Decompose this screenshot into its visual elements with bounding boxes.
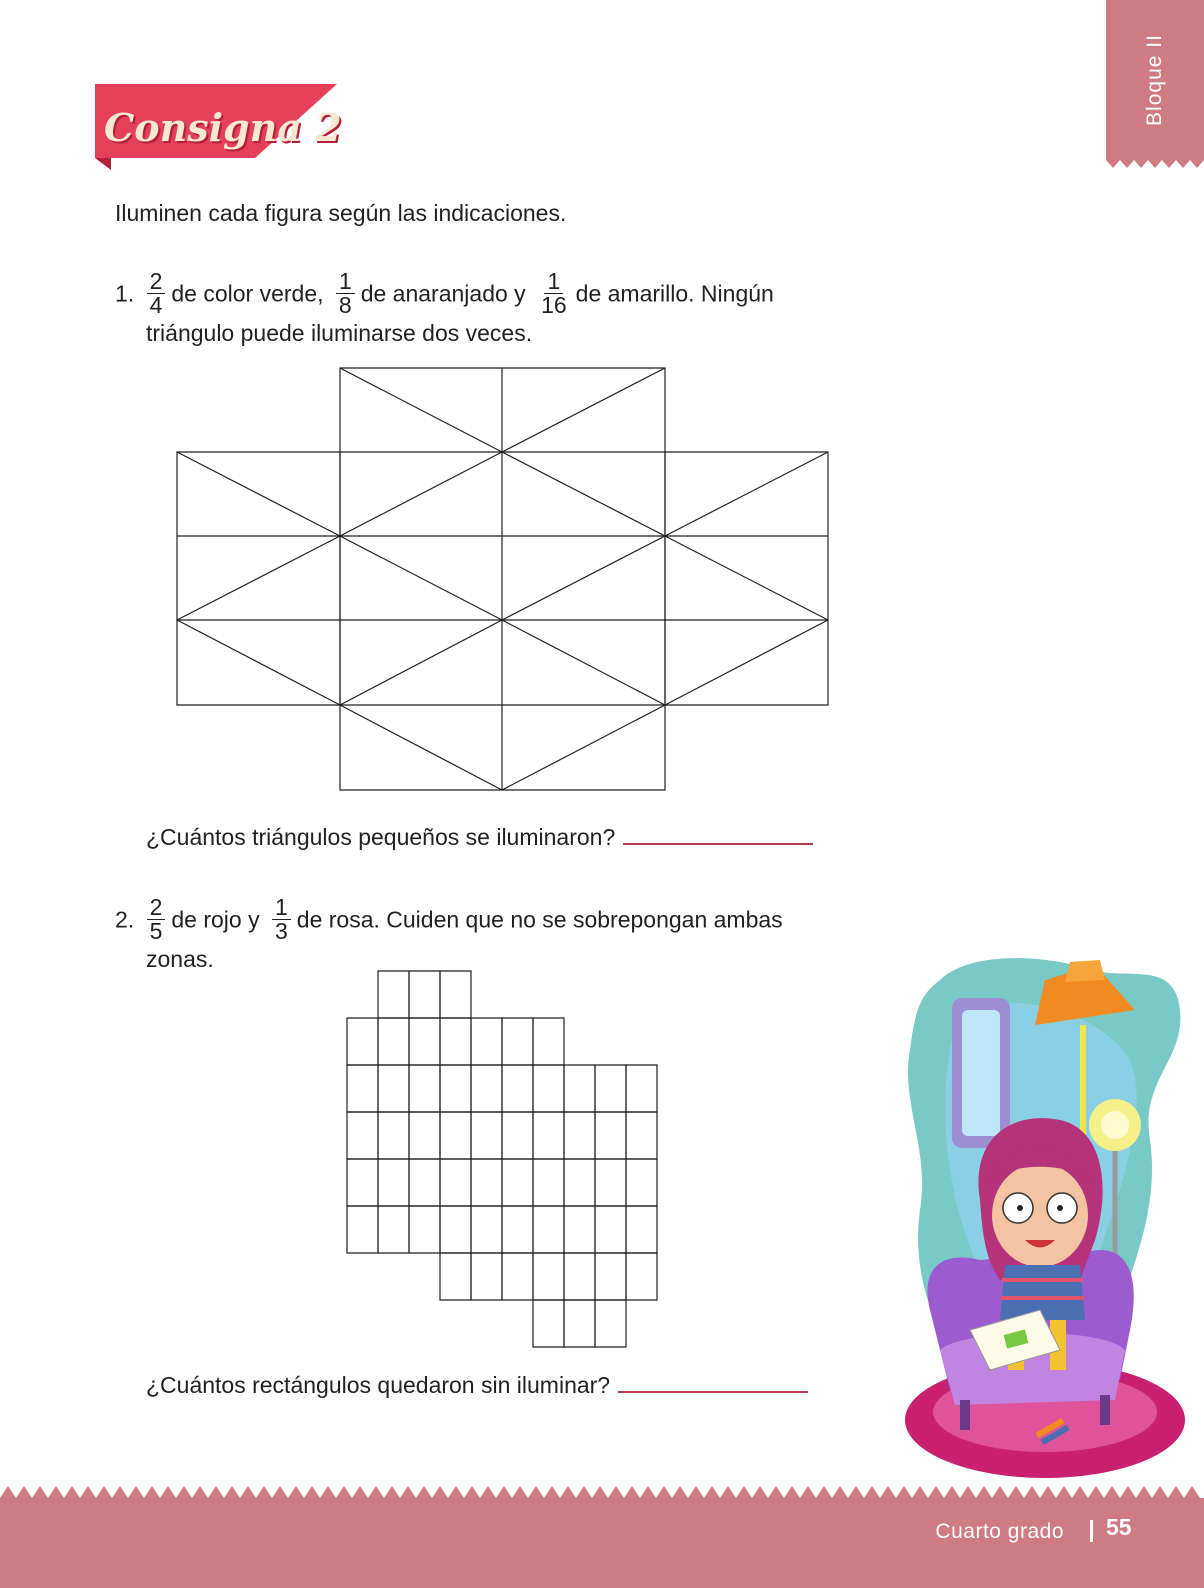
- grid-cell[interactable]: [440, 971, 471, 1018]
- grid-cell[interactable]: [440, 1159, 471, 1206]
- grid-cell[interactable]: [471, 1253, 502, 1300]
- grid-cell[interactable]: [378, 1159, 409, 1206]
- grid-cell[interactable]: [564, 1253, 595, 1300]
- grid-cell[interactable]: [626, 1206, 657, 1253]
- grid-cell[interactable]: [502, 1065, 533, 1112]
- item2-fraction-2-5: $\frac{2}{5}$: [147, 896, 166, 943]
- grid-cell[interactable]: [471, 1159, 502, 1206]
- grid-cell[interactable]: [378, 971, 409, 1018]
- grid-cell[interactable]: [347, 1112, 378, 1159]
- triangle-figure[interactable]: [170, 360, 840, 800]
- grid-cell[interactable]: [440, 1206, 471, 1253]
- grid-cell[interactable]: [440, 1253, 471, 1300]
- grid-cell[interactable]: [502, 1253, 533, 1300]
- grid-cell[interactable]: [626, 1253, 657, 1300]
- grid-cell[interactable]: [502, 1112, 533, 1159]
- grid-cell[interactable]: [502, 1159, 533, 1206]
- grid-cell[interactable]: [626, 1065, 657, 1112]
- item1-fraction-2-4: $\frac{2}{4}$: [147, 270, 166, 317]
- grid-cell[interactable]: [564, 1159, 595, 1206]
- grid-cell[interactable]: [533, 1112, 564, 1159]
- item2-answer-line[interactable]: [618, 1389, 808, 1393]
- grid-cell[interactable]: [626, 1159, 657, 1206]
- footer-separator: [1090, 1520, 1093, 1542]
- grid-cell[interactable]: [409, 1206, 440, 1253]
- rectangle-grid-figure[interactable]: [340, 968, 670, 1358]
- grid-cell[interactable]: [595, 1300, 626, 1347]
- grid-cell[interactable]: [409, 1112, 440, 1159]
- item1-fraction-1-8: $\frac{1}{8}$: [336, 270, 355, 317]
- bloque-label: Bloque II: [1143, 34, 1166, 126]
- item2-fraction-1-3: $\frac{1}{3}$: [272, 896, 291, 943]
- item1-line2: triángulo puede iluminarse dos veces.: [146, 320, 533, 346]
- grid-cell[interactable]: [409, 1018, 440, 1065]
- girl-illustration: [900, 950, 1200, 1485]
- grid-cell[interactable]: [347, 1018, 378, 1065]
- item2-line2: zonas.: [146, 946, 214, 972]
- grid-cell[interactable]: [471, 1065, 502, 1112]
- grid-cell[interactable]: [564, 1206, 595, 1253]
- item1-number: 1.: [115, 280, 135, 307]
- grid-cell[interactable]: [533, 1206, 564, 1253]
- grid-cell[interactable]: [378, 1206, 409, 1253]
- grid-cell[interactable]: [533, 1159, 564, 1206]
- grid-cell[interactable]: [378, 1112, 409, 1159]
- footer-grade: Cuarto grado: [935, 1520, 1064, 1543]
- grid-cell[interactable]: [378, 1018, 409, 1065]
- intro-text: Iluminen cada figura según las indicaciones.: [115, 200, 567, 226]
- grid-cell[interactable]: [595, 1159, 626, 1206]
- grid-cell[interactable]: [409, 971, 440, 1018]
- grid-cell[interactable]: [595, 1206, 626, 1253]
- grid-cell[interactable]: [533, 1253, 564, 1300]
- grid-cell[interactable]: [626, 1112, 657, 1159]
- grid-cell[interactable]: [564, 1065, 595, 1112]
- item2-line1: 2. $\frac{2}{5}$ de rojo y $\frac{1}{3}$ de rosa. Cuiden que no se sobrepongan ambas: [115, 894, 783, 944]
- grid-cell[interactable]: [595, 1065, 626, 1112]
- grid-cell[interactable]: [564, 1112, 595, 1159]
- grid-cell[interactable]: [595, 1112, 626, 1159]
- grid-cell[interactable]: [409, 1065, 440, 1112]
- item2-question: ¿Cuántos rectángulos quedaron sin iluminar?: [146, 1370, 808, 1400]
- grid-cell[interactable]: [533, 1300, 564, 1347]
- item1-answer-line[interactable]: [623, 841, 813, 845]
- item1-question: ¿Cuántos triángulos pequeños se iluminaron?: [146, 822, 813, 852]
- grid-cell[interactable]: [471, 1206, 502, 1253]
- grid-cell[interactable]: [502, 1018, 533, 1065]
- grid-cell[interactable]: [347, 1159, 378, 1206]
- item1-line1: 1. $\frac{2}{4}$ de color verde, $\frac{1}{8}$ de anaranjado y $\frac{1}{16}$ de amarillo. Ningún: [115, 268, 774, 318]
- grid-cell[interactable]: [347, 1065, 378, 1112]
- grid-cell[interactable]: [440, 1112, 471, 1159]
- grid-cell[interactable]: [533, 1065, 564, 1112]
- grid-cell[interactable]: [564, 1300, 595, 1347]
- grid-cell[interactable]: [471, 1112, 502, 1159]
- grid-cell[interactable]: [471, 1018, 502, 1065]
- item2-number: 2.: [115, 906, 135, 933]
- grid-cell[interactable]: [533, 1018, 564, 1065]
- item1-fraction-1-16: $\frac{1}{16}$: [541, 268, 567, 318]
- grid-cell[interactable]: [595, 1253, 626, 1300]
- grid-cell[interactable]: [502, 1206, 533, 1253]
- grid-cell[interactable]: [378, 1065, 409, 1112]
- consigna-title: Consigna 2: [104, 105, 342, 150]
- grid-cell[interactable]: [440, 1018, 471, 1065]
- grid-cell[interactable]: [409, 1159, 440, 1206]
- grid-cell[interactable]: [347, 1206, 378, 1253]
- page-number: 55: [1106, 1514, 1132, 1540]
- grid-cell[interactable]: [440, 1065, 471, 1112]
